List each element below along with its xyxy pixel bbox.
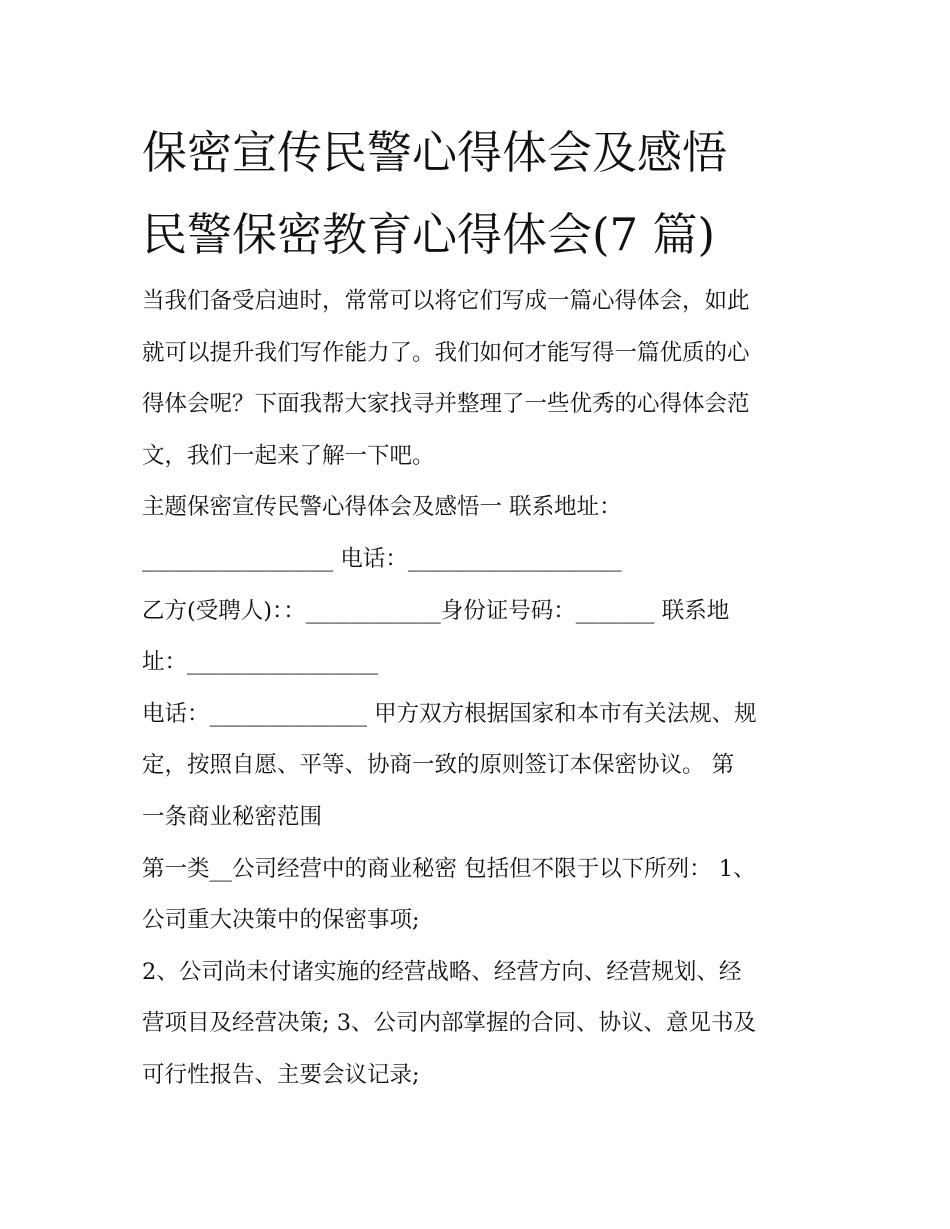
body-line: 公司重大决策中的保密事项; bbox=[142, 907, 420, 934]
body-line: _________________ 电话：___________________ bbox=[142, 545, 622, 572]
body-line: 主题保密宣传民警心得体会及感悟一 联系地址： bbox=[142, 494, 622, 521]
body-line: 第一类__公司经营中的商业秘密 包括但不限于以下所列： 1、 bbox=[142, 855, 756, 882]
body-line: 当我们备受启迪时，常常可以将它们写成一篇心得体会，如此 bbox=[142, 288, 750, 314]
body-line: 得体会呢？下面我帮大家找寻并整理了一些优秀的心得体会范 bbox=[142, 391, 750, 418]
body-line: 一条商业秘密范围 bbox=[142, 803, 323, 830]
title-line-2: 民警保密教育心得体会(7 篇) bbox=[142, 208, 716, 261]
body-line: 电话：______________ 甲方双方根据国家和本市有关法规、规 bbox=[142, 700, 757, 727]
title-line-1: 保密宣传民警心得体会及感悟 bbox=[142, 126, 728, 179]
body-line: 址：_________________ bbox=[142, 649, 379, 676]
body-line: 定，按照自愿、平等、协商一致的原则签订本保密协议。 第 bbox=[142, 752, 735, 779]
body-line: 文，我们一起来了解一下吧。 bbox=[142, 442, 435, 469]
body-line: 就可以提升我们写作能力了。我们如何才能写得一篇优质的心 bbox=[142, 339, 750, 366]
body-line: 2、公司尚未付诸实施的经营战略、经营方向、经营规划、经 bbox=[142, 958, 742, 985]
body-line: 可行性报告、主要会议记录; bbox=[142, 1061, 420, 1088]
document-body bbox=[142, 276, 814, 1102]
document-title bbox=[142, 112, 822, 276]
body-line: 乙方(受聘人)：：____________身份证号码：_______ 联系地 bbox=[142, 597, 730, 624]
body-line: 营项目及经营决策; 3、公司内部掌握的合同、协议、意见书及 bbox=[142, 1010, 757, 1037]
